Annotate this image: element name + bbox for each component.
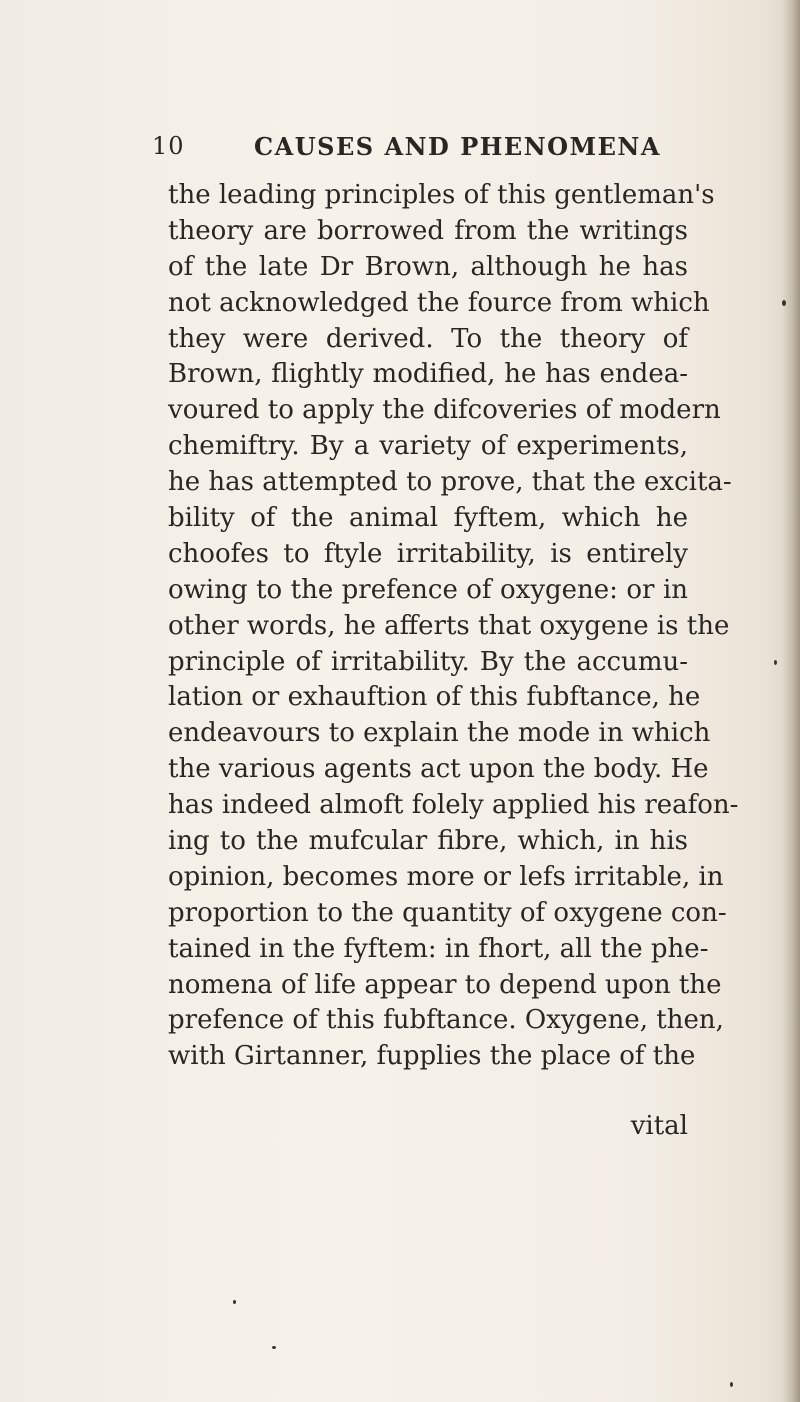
text-line: chemiftry. By a variety of experiments, [168, 431, 688, 462]
paper-speck [233, 1300, 236, 1304]
text-line: other words, he afferts that oxygene is the [168, 610, 730, 641]
page-header [152, 132, 672, 168]
text-line: tained in the fyftem: in fhort, all the phe- [168, 933, 709, 964]
text-line: lation or exhauftion of this fubftance, he [168, 682, 701, 713]
text-line: bility of the animal fyftem, which he [168, 503, 688, 534]
running-head: CAUSES AND PHENOMENA [254, 132, 661, 161]
page-number: 10 [152, 132, 185, 160]
text-line: has indeed almoft folely applied his reafon- [168, 790, 739, 821]
text-line: ing to the mufcular fibre, which, in his [168, 826, 688, 857]
text-line: the various agents act upon the body. He [168, 754, 709, 785]
text-line: proportion to the quantity of oxygene con- [168, 897, 727, 928]
text-line: owing to the prefence of oxygene: or in [168, 574, 688, 605]
text-line: prefence of this fubftance. Oxygene, then, [168, 1005, 724, 1036]
page-edge-shadow [782, 0, 800, 1402]
paper-speck [782, 300, 786, 306]
text-line: choofes to ftyle irritability, is entirely [168, 538, 688, 569]
text-line: Brown, flightly modified, he has endea- [168, 359, 688, 390]
text-line: they were derived. To the theory of [168, 323, 688, 354]
text-line: nomena of life appear to depend upon the [168, 969, 722, 1000]
text-line: theory are borrowed from the writings [168, 215, 688, 246]
text-line: with Girtanner, fupplies the place of the [168, 1041, 696, 1072]
text-line: opinion, becomes more or lefs irritable, in [168, 861, 724, 892]
text-line: of the late Dr Brown, although he has [168, 251, 688, 282]
paper-speck [272, 1346, 276, 1349]
text-line: he has attempted to prove, that the excita- [168, 467, 732, 498]
catchword: vital [630, 1111, 688, 1141]
body-text [168, 178, 739, 1075]
text-line: not acknowledged the fource from which [168, 287, 710, 318]
catchword-row [168, 1108, 688, 1144]
text-line: the leading principles of this gentleman's [168, 180, 715, 210]
text-line: principle of irritability. By the accumu- [168, 646, 688, 677]
paper-speck [730, 1382, 733, 1387]
text-line: endeavours to explain the mode in which [168, 718, 711, 749]
paper-speck [774, 660, 777, 665]
text-line: voured to apply the difcoveries of modern [168, 395, 721, 426]
